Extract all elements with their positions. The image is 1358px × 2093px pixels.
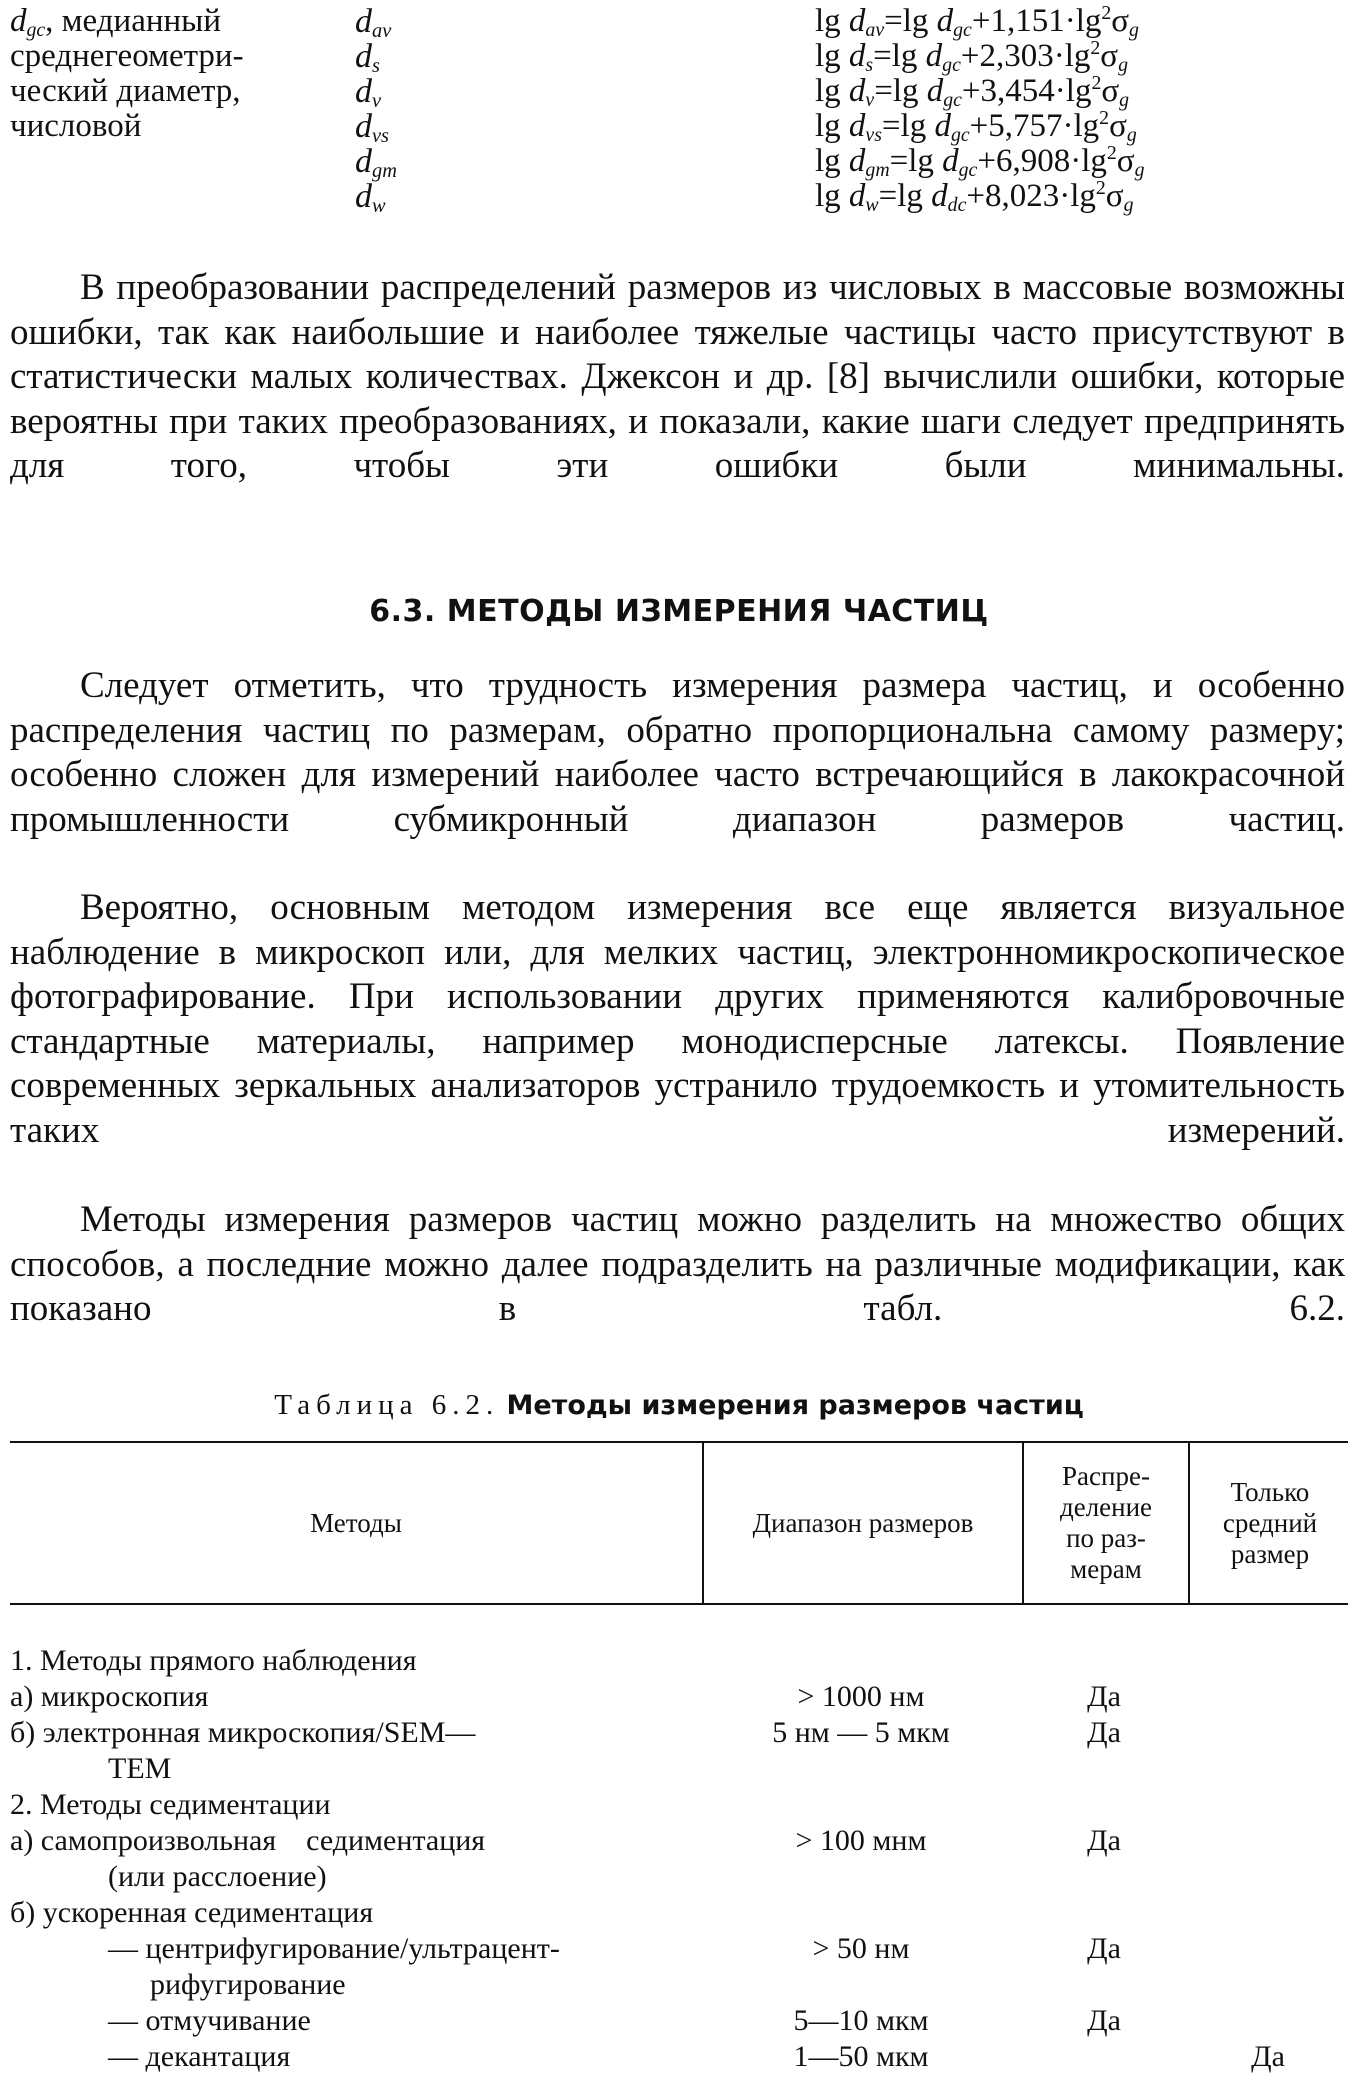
row-distribution: Да <box>1087 1716 1121 1749</box>
row-method: а) самопроизвольная седиментация <box>10 1824 486 1857</box>
symbol: $d_w$ <box>355 178 386 218</box>
row-method: а) микроскопия <box>10 1680 209 1713</box>
header-distribution: Распре- деление по раз- мерам <box>1022 1443 1188 1603</box>
row-method: TEM <box>108 1752 172 1785</box>
row-range: 5 нм — 5 мкм <box>772 1716 950 1749</box>
table-row <box>10 1787 1348 1823</box>
row-method: 1. Методы прямого наблюдения <box>10 1644 417 1677</box>
row-range: 1—50 мкм <box>793 2040 929 2073</box>
table-row <box>10 1859 1348 1895</box>
equation-line: $\lg d_{av}=\lg$ $d_{gc}+1,151\cdot\lg^2\sigma_g$ <box>815 2 1139 41</box>
symbol: $d_{gm}$ <box>355 143 397 183</box>
formula-description <box>10 4 340 144</box>
row-distribution: Да <box>1087 2004 1121 2037</box>
table-row <box>10 1823 1348 1859</box>
row-method: 2. Методы седиментации <box>10 1788 331 1821</box>
table-caption-title: Методы измерения размеров частиц <box>506 1390 1084 1421</box>
row-mean-only: Да <box>1251 2040 1285 2073</box>
paragraph-microscopy: Вероятно, основным методом измерения все еще является визуальное наблюдение в микроскоп или, для мелких частиц, электронномикроскопическое фотографирование. При использовании других применяются калибровочные стандартные материалы, например монодисперсные латексы. Появление современных зеркальных анализаторов устранило трудоемкость и утомительность таких измерений. <box>10 887 1345 1151</box>
row-method: — декантация <box>108 2040 291 2073</box>
table-row <box>10 1895 1348 1931</box>
table-row <box>10 1679 1348 1715</box>
paragraph-classification: Методы измерения размеров частиц можно разделить на множество общих способов, а последние можно далее подразделить на различные модификации, как показано в табл. 6.2. <box>10 1199 1345 1329</box>
formula-symbols <box>355 3 515 218</box>
dgc-symbol: $d_{gc}$ <box>10 3 46 41</box>
table-row <box>10 1715 1348 1751</box>
row-method: — отмучивание <box>108 2004 311 2037</box>
table-header <box>10 1441 1348 1605</box>
formula-equations <box>815 4 1335 214</box>
row-distribution: Да <box>1087 1680 1121 1713</box>
equation-line: $\lg d_s=\lg$ $d_{gc}+2,303\cdot\lg^2\sigma_g$ <box>815 37 1128 76</box>
row-distribution: Да <box>1087 1824 1121 1857</box>
section-heading: 6.3. МЕТОДЫ ИЗМЕРЕНИЯ ЧАСТИЦ <box>369 594 989 629</box>
equation-line: $\lg d_{vs}=\lg$ $d_{gc}+5,757\cdot\lg^2\sigma_g$ <box>815 107 1137 146</box>
row-range: 5—10 мкм <box>793 2004 929 2037</box>
equation-line: $\lg d_{gm}=\lg$ $d_{gc}+6,908\cdot\lg^2\sigma_g$ <box>815 142 1145 181</box>
table-row <box>10 1643 1348 1679</box>
row-method: рифугирование <box>150 1968 346 2001</box>
symbol: $d_s$ <box>355 38 380 78</box>
header-mean-only: Только средний размер <box>1188 1443 1350 1603</box>
table-body <box>10 1643 1348 2075</box>
description-line: среднегеометри- <box>10 38 244 74</box>
symbol: $d_v$ <box>355 73 382 113</box>
description-line: ческий диаметр, <box>10 73 241 109</box>
row-method: — центрифугирование/ультрацент- <box>108 1932 560 1965</box>
row-range: > 50 нм <box>812 1932 910 1965</box>
table-row <box>10 2003 1348 2039</box>
table-caption <box>0 1387 1358 1424</box>
table-row <box>10 1751 1348 1787</box>
row-method: (или расслоение) <box>108 1860 327 1893</box>
paragraph-difficulty: Следует отметить, что трудность измерения размера частиц, и особенно распределения частиц по размерам, обратно пропорциональна самому размеру; особенно сложен для измерений наиболее часто встречающийся в лакокрасочной промышленности субмикронный диапазон размеров частиц. <box>10 665 1345 840</box>
table-row <box>10 1931 1348 1967</box>
row-distribution: Да <box>1087 1932 1121 1965</box>
equation-line: $\lg d_v=\lg$ $d_{gc}+3,454\cdot\lg^2\sigma_g$ <box>815 72 1130 111</box>
row-method: б) ускоренная седиментация <box>10 1896 374 1929</box>
description-line: числовой <box>10 108 142 144</box>
symbol: $d_{av}$ <box>355 3 392 43</box>
header-methods: Методы <box>310 1507 402 1538</box>
description-line: $d_{gc}$, медианный <box>10 3 222 41</box>
table-row <box>10 2039 1348 2075</box>
row-range: > 100 мнм <box>795 1824 927 1857</box>
row-method: б) электронная микроскопия/SEM— <box>10 1716 476 1749</box>
formula-block <box>10 4 1310 234</box>
header-range: Диапазон размеров <box>702 1443 1022 1603</box>
table-row <box>10 1967 1348 2003</box>
paragraph-conversion-errors: В преобразовании распределений размеров из числовых в массовые возможны ошибки, так как наибольшие и наиболее тяжелые частицы часто присутствуют в статистически малых количествах. Джексон и др. [8] вычислили ошибки, которые вероятны при таких преобразованиях, и показали, какие шаги следует предпринять для того, чтобы эти ошибки были минимальны. <box>10 267 1345 486</box>
equation-line: $\lg d_w=\lg$ $d_{dc}+8,023\cdot\lg^2\sigma_g$ <box>815 177 1134 216</box>
symbol: $d_{vs}$ <box>355 108 389 148</box>
table-caption-label: Таблица 6.2. <box>274 1389 500 1421</box>
row-range: > 1000 нм <box>797 1680 925 1713</box>
